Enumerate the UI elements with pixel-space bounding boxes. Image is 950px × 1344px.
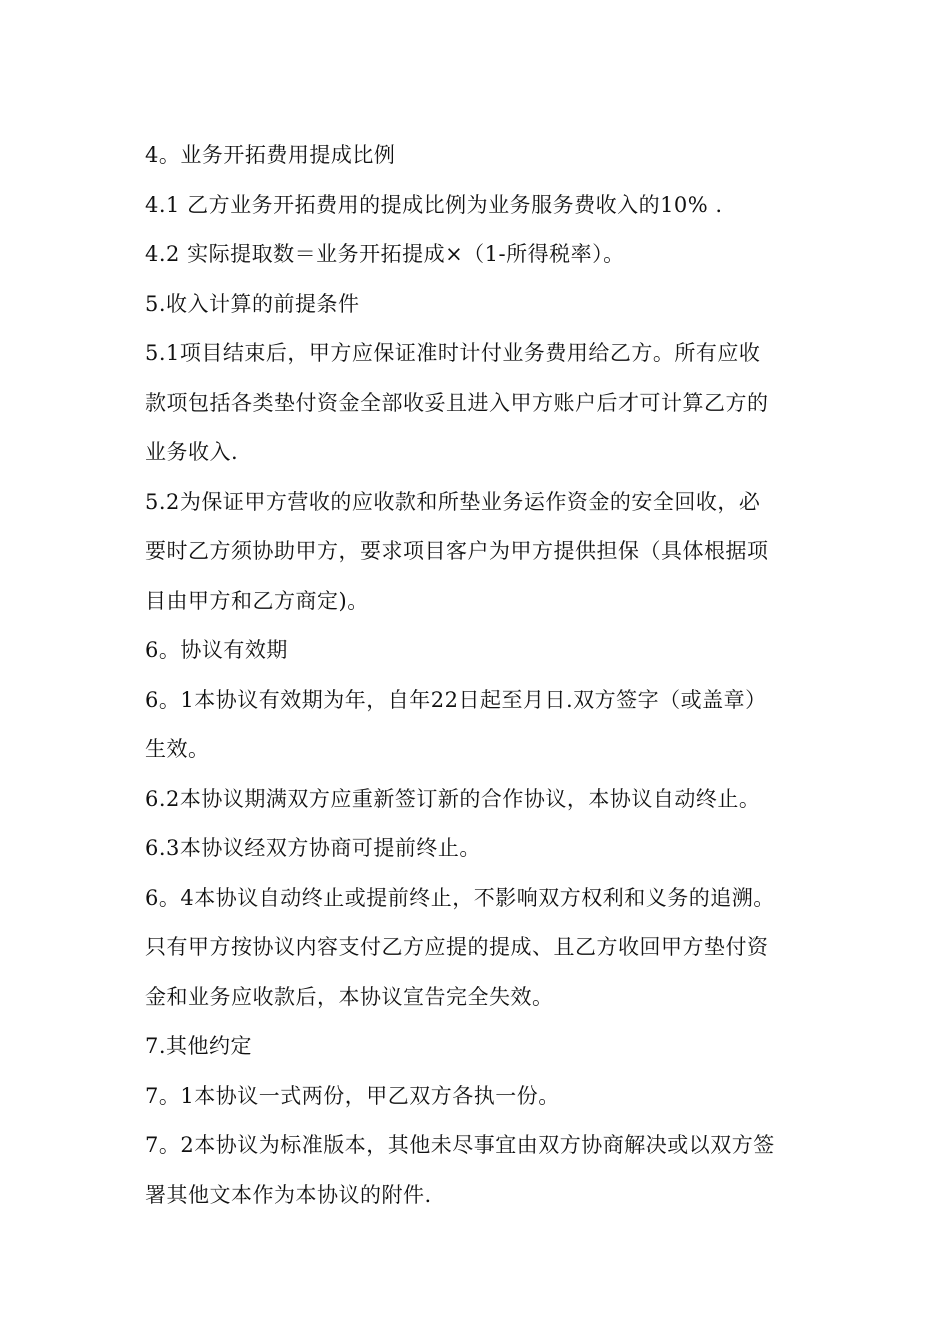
clause-5-2-line-3: 目由甲方和乙方商定)。 bbox=[145, 588, 369, 613]
section-heading-4: 4。业务开拓费用提成比例 bbox=[145, 143, 396, 167]
section-heading-7: 7.其他约定 bbox=[145, 1034, 253, 1058]
clause-4-2: 4.2 实际提取数＝业务开拓提成×（1-所得税率）。 bbox=[145, 242, 625, 266]
clause-6-4-line-2: 只有甲方按协议内容支付乙方应提的提成、且乙方收回甲方垫付资 bbox=[145, 935, 769, 959]
section-heading-5: 5.收入计算的前提条件 bbox=[145, 291, 360, 316]
clause-7-1: 7。1本协议一式两份，甲乙双方各执一份。 bbox=[145, 1083, 560, 1108]
clause-7-2-line-1: 7。2本协议为标准版本，其他未尽事宜由双方协商解决或以双方签 bbox=[145, 1133, 775, 1157]
section-heading-6: 6。协议有效期 bbox=[145, 638, 288, 662]
clause-6-2: 6.2本协议期满双方应重新签订新的合作协议，本协议自动终止。 bbox=[145, 786, 761, 811]
clause-6-3: 6.3本协议经双方协商可提前终止。 bbox=[145, 836, 481, 860]
clause-6-4-line-1: 6。4本协议自动终止或提前终止，不影响双方权利和义务的追溯。 bbox=[145, 885, 775, 910]
clause-5-2-line-2: 要时乙方须协助甲方，要求项目客户为甲方提供担保（具体根据项 bbox=[145, 539, 769, 563]
clause-6-4-line-3: 金和业务应收款后，本协议宣告完全失效。 bbox=[145, 984, 554, 1009]
document-body bbox=[145, 131, 825, 1220]
clause-6-1-line-2: 生效。 bbox=[145, 737, 210, 761]
clause-5-1-line-3: 业务收入. bbox=[145, 440, 239, 464]
clause-5-2-line-1: 5.2为保证甲方营收的应收款和所垫业务运作资金的安全回收，必 bbox=[145, 489, 761, 514]
clause-7-2-line-2: 署其他文本作为本协议的附件. bbox=[145, 1182, 432, 1207]
clause-5-1-line-1: 5.1项目结束后，甲方应保证准时计付业务费用给乙方。所有应收 bbox=[145, 341, 761, 365]
clause-5-1-line-2: 款项包括各类垫付资金全部收妥且进入甲方账户后才可计算乙方的 bbox=[145, 390, 769, 415]
clause-6-1-line-1: 6。1本协议有效期为年，自年22日起至月日.双方签字（或盖章） bbox=[145, 687, 767, 712]
clause-4-1: 4.1 乙方业务开拓费用的提成比例为业务服务费收入的10% . bbox=[145, 192, 723, 217]
